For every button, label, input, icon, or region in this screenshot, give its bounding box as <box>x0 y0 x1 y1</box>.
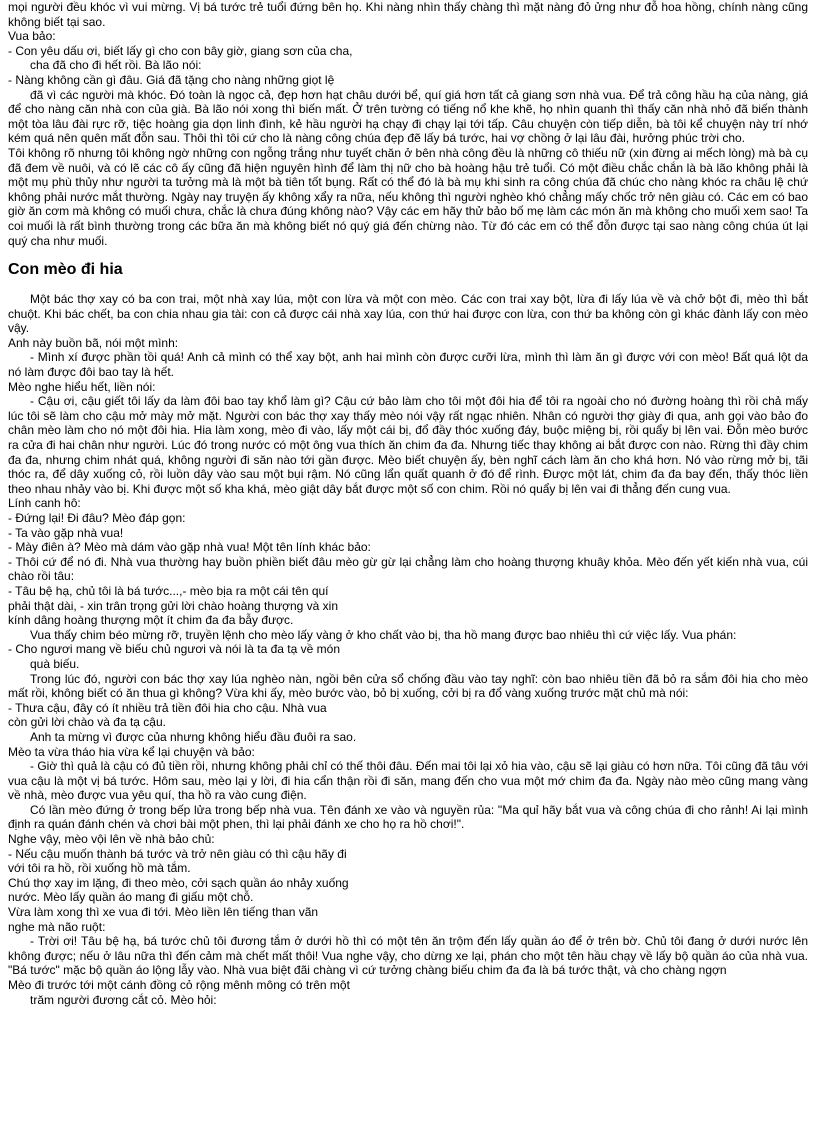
paragraph: Vua bảo: <box>8 29 56 44</box>
paragraph: Một bác thợ xay có ba con trai, một nhà xay lúa, một con lừa và một con mèo. Các con trai xay bột, lừa đi lấy lúa về và chở bột đi, mèo thì bắt chuột. Khi bác chết, ba con chia nhau gia tài: con cả được cái nhà xay lúa, con thứ hai được con lừa, con thứ ba không còn gì khác đành lấy con mèo vậy. <box>8 292 808 336</box>
paragraph: nghe mà não ruột: <box>8 919 106 934</box>
paragraph: Mèo nghe hiểu hết, liền nói: <box>8 379 156 394</box>
paragraph: Anh ta mừng vì được của nhưng không hiểu đầu đuôi ra sao. <box>30 729 357 744</box>
dialogue-line: - Mình xí được phần tồi quá! Anh cả mình có thể xay bột, anh hai mình còn được cưỡi lừa, mình thì làm ăn gì được với con mèo! Bất quá lột da nó làm được đôi bao tay là hết. <box>8 350 808 380</box>
dialogue-line: - Tâu bệ hạ, chủ tôi là bá tước...,- mèo bịa ra một cái tên quí <box>8 583 329 598</box>
paragraph: Trong lúc đó, người con bác thợ xay lúa nghèo nàn, ngồi bên cửa sổ chống đầu vào tay nghĩ: còn bao nhiêu tiền đã bỏ ra sắm đôi hia cho mèo mất rồi, không biết có ăn thua gì không? Vừa khi ấy, mèo bước vào, bỏ bị xuống, cởi bị ra đổ vàng xuống trước mặt chủ mà nói: <box>8 671 808 701</box>
paragraph: Vừa làm xong thì xe vua đi tới. Mèo liền lên tiếng than vãn <box>8 905 319 920</box>
paragraph: nước. Mèo lấy quần áo mang đi giấu một chỗ. <box>8 890 254 905</box>
dialogue-line: - Mày điên à? Mèo mà dám vào gặp nhà vua! Một tên lính khác bảo: <box>8 540 371 555</box>
dialogue-line: - Cho ngươi mang về biếu chủ ngươi và nói là ta đa tạ về món <box>8 642 340 657</box>
paragraph: Tôi không rõ nhưng tôi không ngờ những con ngỗng trắng như tuyết chăn ở bên nhà công đều là những cô thiếu nữ (xin đừng ai mếch lòng) mà bà cụ đã đem về nuôi, và có lẽ các cô ấy cũng đã hiện nguyên hình để làm thị nữ cho bà hoàng hậu trẻ tuổi. Có một điều chắc chắn là bà lão không phải là một mụ phù thủy như người ta tưởng mà là một bà tiên tốt bụng. Rất có thể đó là bà mụ khi sinh ra công chúa đã chúc cho nàng khóc ra châu lệ chứ không phải nước mắt thường. Ngày nay truyện ấy không xẩy ra nữa, nếu không thì người nghèo khó chẳng mấy chốc trở nên giàu có. Các em có bao giờ ăn cơm mà không có muối chưa, chắc là chưa đúng không nào? Vậy các em hãy thử bảo bố mẹ làm các món ăn mà không cho muối xem sao! Ta coi muối là rất bình thường trong các bữa ăn mà không biết nó quý giá đến chừng nào. Từ đó các em có thể đỗn được tại sao nàng công chúa út lại quý cha như muối. <box>8 145 808 248</box>
dialogue-continuation: cha đã cho đi hết rồi. Bà lão nói: <box>30 58 202 73</box>
paragraph: mọi người đều khóc vì vui mừng. Vị bá tước trẻ tuổi đứng bên họ. Khi nàng nhìn thấy chàng thì mặt nàng đỏ ửng như đỗ hoa hồng, chính nàng cũng không biết tại sao. <box>8 0 808 29</box>
dialogue-line: - Nếu cậu muốn thành bá tước và trở nên giàu có thì cậu hãy đi <box>8 846 347 861</box>
paragraph: Có lần mèo đứng ở trong bếp lửa trong bếp nhà vua. Tên đánh xe vào và nguyền rủa: "Ma quỉ hãy bắt vua và công chúa đi cho rảnh! Ai lại mình định ra quán đánh chén và chơi bài một phen, thì lại phải đánh xe cho họ ra hồ chơi!". <box>8 802 808 832</box>
dialogue-line: - Nàng không cần gì đâu. Giá đã tặng cho nàng những giọt lệ <box>8 72 335 87</box>
document-page <box>8 0 808 1007</box>
paragraph: Mèo đi trước tới một cánh đồng cỏ rộng mênh mông có trên một <box>8 978 350 992</box>
dialogue-line: - Thôi cứ để nó đi. Nhà vua thường hay buồn phiền biết đâu mèo gừ gừ lại chẳng làm cho hoàng thượng khuây khỏa. Mèo đến yết kiến nhà vua, cúi chào rồi tâu: <box>8 554 808 584</box>
paragraph: đã vì các người mà khóc. Đó toàn là ngọc cả, đẹp hơn hạt châu dưới bể, quí giá hơn tất cả giang sơn nhà vua. Để trả công hầu hạ của nàng, giá để cho nàng căn nhà con của già. Bà lão nói xong thì biến mất. Ở trên tường có tiếng nổ khe khẽ, họ nhìn quanh thì thấy căn nhà nhỏ đã biến thành một tòa lâu đài rực rỡ, tiệc hoàng gia dọn linh đình, kẻ hầu người hạ chạy đi chạy lại tới tấp. Câu chuyện còn tiếp diễn, bà tôi kể chuyện này trí nhớ kém quá nên quên mất đỗn sau. Thôi thì tôi cứ cho là nàng công chúa đẹp đẽ lấy bá tước, hai vợ chồng ở lại lâu đài, hưởng phúc trời cho. <box>8 87 808 146</box>
paragraph: Nghe vậy, mèo vội lên về nhà bảo chủ: <box>8 832 215 847</box>
dialogue-line: - Ta vào gặp nhà vua! <box>8 525 124 540</box>
paragraph: Chú thợ xay im lặng, đi theo mèo, cởi sạch quần áo nhảy xuống <box>8 875 349 890</box>
paragraph: còn gửi lời chào và đa tạ cậu. <box>8 715 166 730</box>
dialogue-line: - Đứng lại! Đi đâu? Mèo đáp gọn: <box>8 511 186 525</box>
dialogue-line: - Trời ơi! Tâu bệ hạ, bá tước chủ tôi đương tắm ở dưới hồ thì có một tên ăn trộm đến lấy quần áo để ở trên bờ. Chủ tôi đang ở dưới nước lên không được; nếu ở lâu nữa thì đến cảm mà chết mất thôi! Vua nghe vậy, cho dừng xe lại, phán cho một tên hầu chạy về lấy bộ quần áo của nhà vua. "Bá tước" mặc bộ quần áo lộng lẫy vào. Nhà vua biệt đãi chàng vì cứ tưởng chàng biếu chim đa đa là bá tước thật, và cho chàng ngợn <box>8 934 808 978</box>
dialogue-continuation: quà biếu. <box>30 656 80 671</box>
paragraph: Vua thấy chim béo mừng rỡ, truyền lệnh cho mèo lấy vàng ở kho chất vào bị, tha hồ mang được bao nhiêu thì cứ việc lấy. Vua phán: <box>30 627 737 642</box>
dialogue-line: - Cậu ơi, cậu giết tôi lấy da làm đôi bao tay khổ làm gì? Cậu cứ bảo làm cho tôi một đôi hia để tôi ra ngoài cho nó đường hoàng thì rồi chả mấy lúc tôi sẽ làm cho cậu mở mày mở mặt. Người con bác thợ xay thấy mèo nói vậy rất ngạc nhiên. Nhân có người thợ giày đi qua, anh gọi vào bảo đo chân mèo làm cho nó một đôi hia. Hia làm xong, mèo đi vào, lấy một cái bị, đổ đầy thóc xuống đáy, buộc miệng bị, rồi quẩy bị lên vai. Đỗn mèo bước ra cửa đi hai chân như người. Lúc đó trong nước có một ông vua thích ăn chim đa đa. Nhưng tiếc thay không ai bắt được con nào. Rừng thì đầy chim đa đa, nhưng chim nhát quá, không người đi săn nào tới gần được. Mèo biết chuyện ấy, bèn nghĩ cách làm ăn cho khá hơn. Nó vào rừng mở bị, tãi thóc ra, để dây xuống cỏ, rồi luồn dây vào sau một bụi rậm. Nó cũng lẩn quất quanh ở đó để rình. Được một lát, chim đa đa bay đến, thấy thóc liền theo nhau nhảy vào bị. Khi được một số kha khá, mèo giật dây bắt được một số con chim. Rồi nó quẩy bị lên vai đi thẳng đến cung vua. <box>8 394 808 496</box>
dialogue-line: - Thưa cậu, đây có ít nhiều trả tiền đôi hia cho cậu. Nhà vua <box>8 700 327 715</box>
paragraph: trăm người đương cắt cỏ. Mèo hỏi: <box>30 992 217 1007</box>
paragraph: Lính canh hô: <box>8 496 81 511</box>
paragraph: với tôi ra hồ, rồi xuống hồ mà tắm. <box>8 861 191 876</box>
dialogue-line: - Con yêu dấu ơi, biết lấy gì cho con bây giờ, giang sơn của cha, <box>8 43 353 58</box>
paragraph: Anh này buồn bã, nói một mình: <box>8 335 179 350</box>
paragraph: phải thật dài, - xin trân trọng gửi lời chào hoàng thượng và xin <box>8 598 338 613</box>
dialogue-line: - Giờ thì quả là cậu có đủ tiền rồi, nhưng không phải chỉ có thế thôi đâu. Đến mai tôi lại xỏ hia vào, cậu sẽ lại giàu có hơn nữa. Tôi cũng đã tâu với vua cậu là một vị bá tước. Hôm sau, mèo lại y lời, đi hia cẩn thận rồi đi săn, mang đến cho vua một mớ chim đa đa. Ngày nào mèo cũng mang vàng về nhà, mèo được vua yêu quí, tha hồ ra vào cung điện. <box>8 759 808 803</box>
paragraph: kính dâng hoàng thượng một ít chim đa đa bẫy được. <box>8 613 294 628</box>
section-title: Con mèo đi hia <box>8 261 123 279</box>
paragraph: Mèo ta vừa tháo hia vừa kể lại chuyện và bảo: <box>8 744 255 759</box>
